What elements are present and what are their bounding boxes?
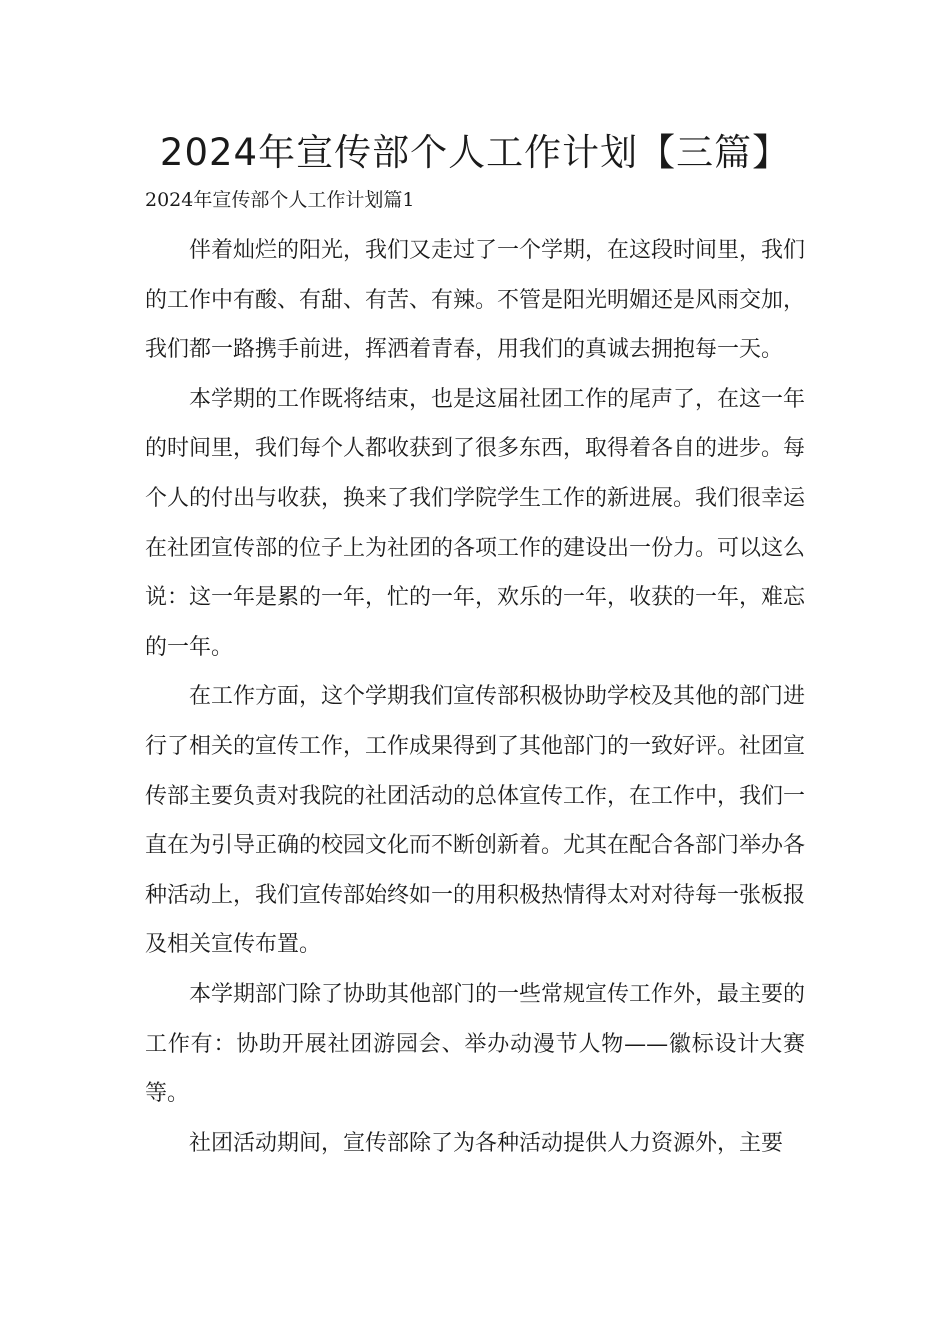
paragraph: 社团活动期间，宣传部除了为各种活动提供人力资源外，主要 [189, 1130, 784, 1156]
section-subtitle: 2024年宣传部个人工作计划篇1 [145, 189, 415, 211]
paragraph: 伴着灿烂的阳光，我们又走过了一个学期，在这段时间里，我们的工作中有酸、有甜、有苦、有辣。不管是阳光明媚还是风雨交加，我们都一路携手前进，挥洒着青春，用我们的真诚去拥抱每一天。 [145, 238, 806, 363]
paragraph: 本学期部门除了协助其他部门的一些常规宣传工作外，最主要的工作有：协助开展社团游园会、举办动漫节人物——徽标设计大赛等。 [145, 981, 806, 1107]
document-body [145, 226, 805, 1168]
document-title: 2024年宣传部个人工作计划【三篇】 [159, 131, 791, 174]
paragraph: 本学期的工作既将结束，也是这届社团工作的尾声了，在这一年的时间里，我们每个人都收获到了很多东西，取得着各自的进步。每个人的付出与收获，换来了我们学院学生工作的新进展。我们很幸运在社团宣传部的位子上为社团的各项工作的建设出一份力。可以这么说：这一年是累的一年，忙的一年，欢乐的一年，收获的一年，难忘的一年。 [145, 386, 806, 660]
paragraph: 在工作方面，这个学期我们宣传部积极协助学校及其他的部门进行了相关的宣传工作，工作成果得到了其他部门的一致好评。社团宣传部主要负责对我院的社团活动的总体宣传工作，在工作中，我们一直在为引导正确的校园文化而不断创新着。尤其在配合各部门举办各种活动上，我们宣传部始终如一的用积极热情得太对对待每一张板报及相关宣传布置。 [145, 684, 806, 958]
